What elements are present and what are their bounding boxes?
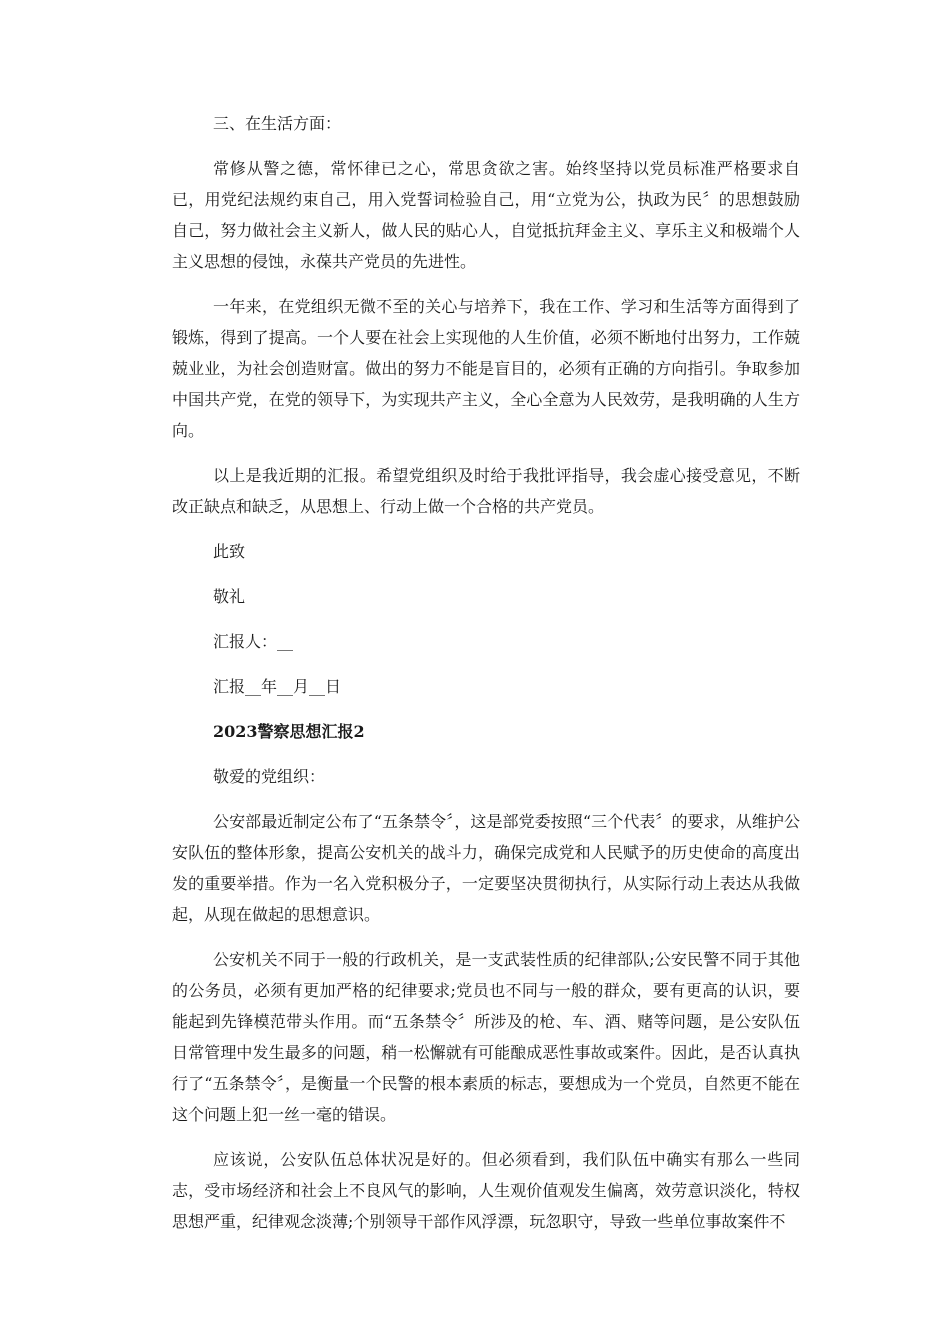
greeting: 敬爱的党组织： <box>213 767 326 786</box>
section-heading: 三、在生活方面： <box>213 114 342 133</box>
life-paragraph: 常修从警之德，常怀律已之心，常思贪欲之害。始终坚持以党员标准严格要求自已，用党纪法规约束自己，用入党誓词检验自己，用“立党为公，执政为民〞的思想鼓励自己，努力做社会主义新人，做人民的贴心人，自觉抵抗拜金主义、享乐主义和极端个人主义思想的侵蚀，永葆共产党员的先进性。 <box>172 159 800 271</box>
year-summary-paragraph: 一年来，在党组织无微不至的关心与培养下，我在工作、学习和生活等方面得到了锻炼，得到了提高。一个人要在社会上实现他的人生价值，必须不断地付出努力，工作兢兢业业，为社会创造财富。做出的努力不能是盲目的，必须有正确的方向指引。争取参加中国共产党，在党的领导下，为实现共产主义，全心全意为人民效劳，是我明确的人生方向。 <box>172 297 800 440</box>
report-2-title: 2023警察思想汇报2 <box>213 722 365 741</box>
paragraph-discipline: 公安机关不同于一般的行政机关，是一支武装性质的纪律部队;公安民警不同于其他的公务员，必须有更加严格的纪律要求;党员也不同与一般的群众，要有更高的认识，要能起到先锋模范带头作用。而“五条禁令〞所涉及的枪、车、酒、赌等问题，是公安队伍日常管理中发生最多的问题，稍一松懈就有可能酿成恶性事故或案件。因此，是否认真执行了“五条禁令〞，是衡量一个民警的根本素质的标志，要想成为一个党员，自然更不能在这个问题上犯一丝一毫的错误。 <box>172 950 800 1124</box>
paragraph-team-status: 应该说，公安队伍总体状况是好的。但必须看到，我们队伍中确实有那么一些同志，受市场经济和社会上不良风气的影响，人生观价值观发生偏离，效劳意识淡化，特权思想严重，纪律观念淡薄;个别领导干部作风浮漂，玩忽职守，导致一些单位事故案件不 <box>172 1150 800 1231</box>
paragraph-five-bans: 公安部最近制定公布了“五条禁令〞，这是部党委按照“三个代表〞的要求，从维护公安队伍的整体形象，提高公安机关的战斗力，确保完成党和人民赋予的历史使命的高度出发的重要举措。作为一名入党积极分子，一定要坚决贯彻执行，从实际行动上表达从我做起，从现在做起的思想意识。 <box>172 812 800 924</box>
salutation-jingli: 敬礼 <box>213 587 246 606</box>
closing-paragraph: 以上是我近期的汇报。希望党组织及时给于我批评指导，我会虚心接受意见，不断改正缺点和缺乏，从思想上、行动上做一个合格的共产党员。 <box>172 466 800 516</box>
date-line: 汇报__年__月__日 <box>213 677 342 696</box>
document-page <box>172 108 800 1237</box>
salutation-cizhi: 此致 <box>213 542 246 561</box>
reporter-line: 汇报人：__ <box>213 632 294 651</box>
